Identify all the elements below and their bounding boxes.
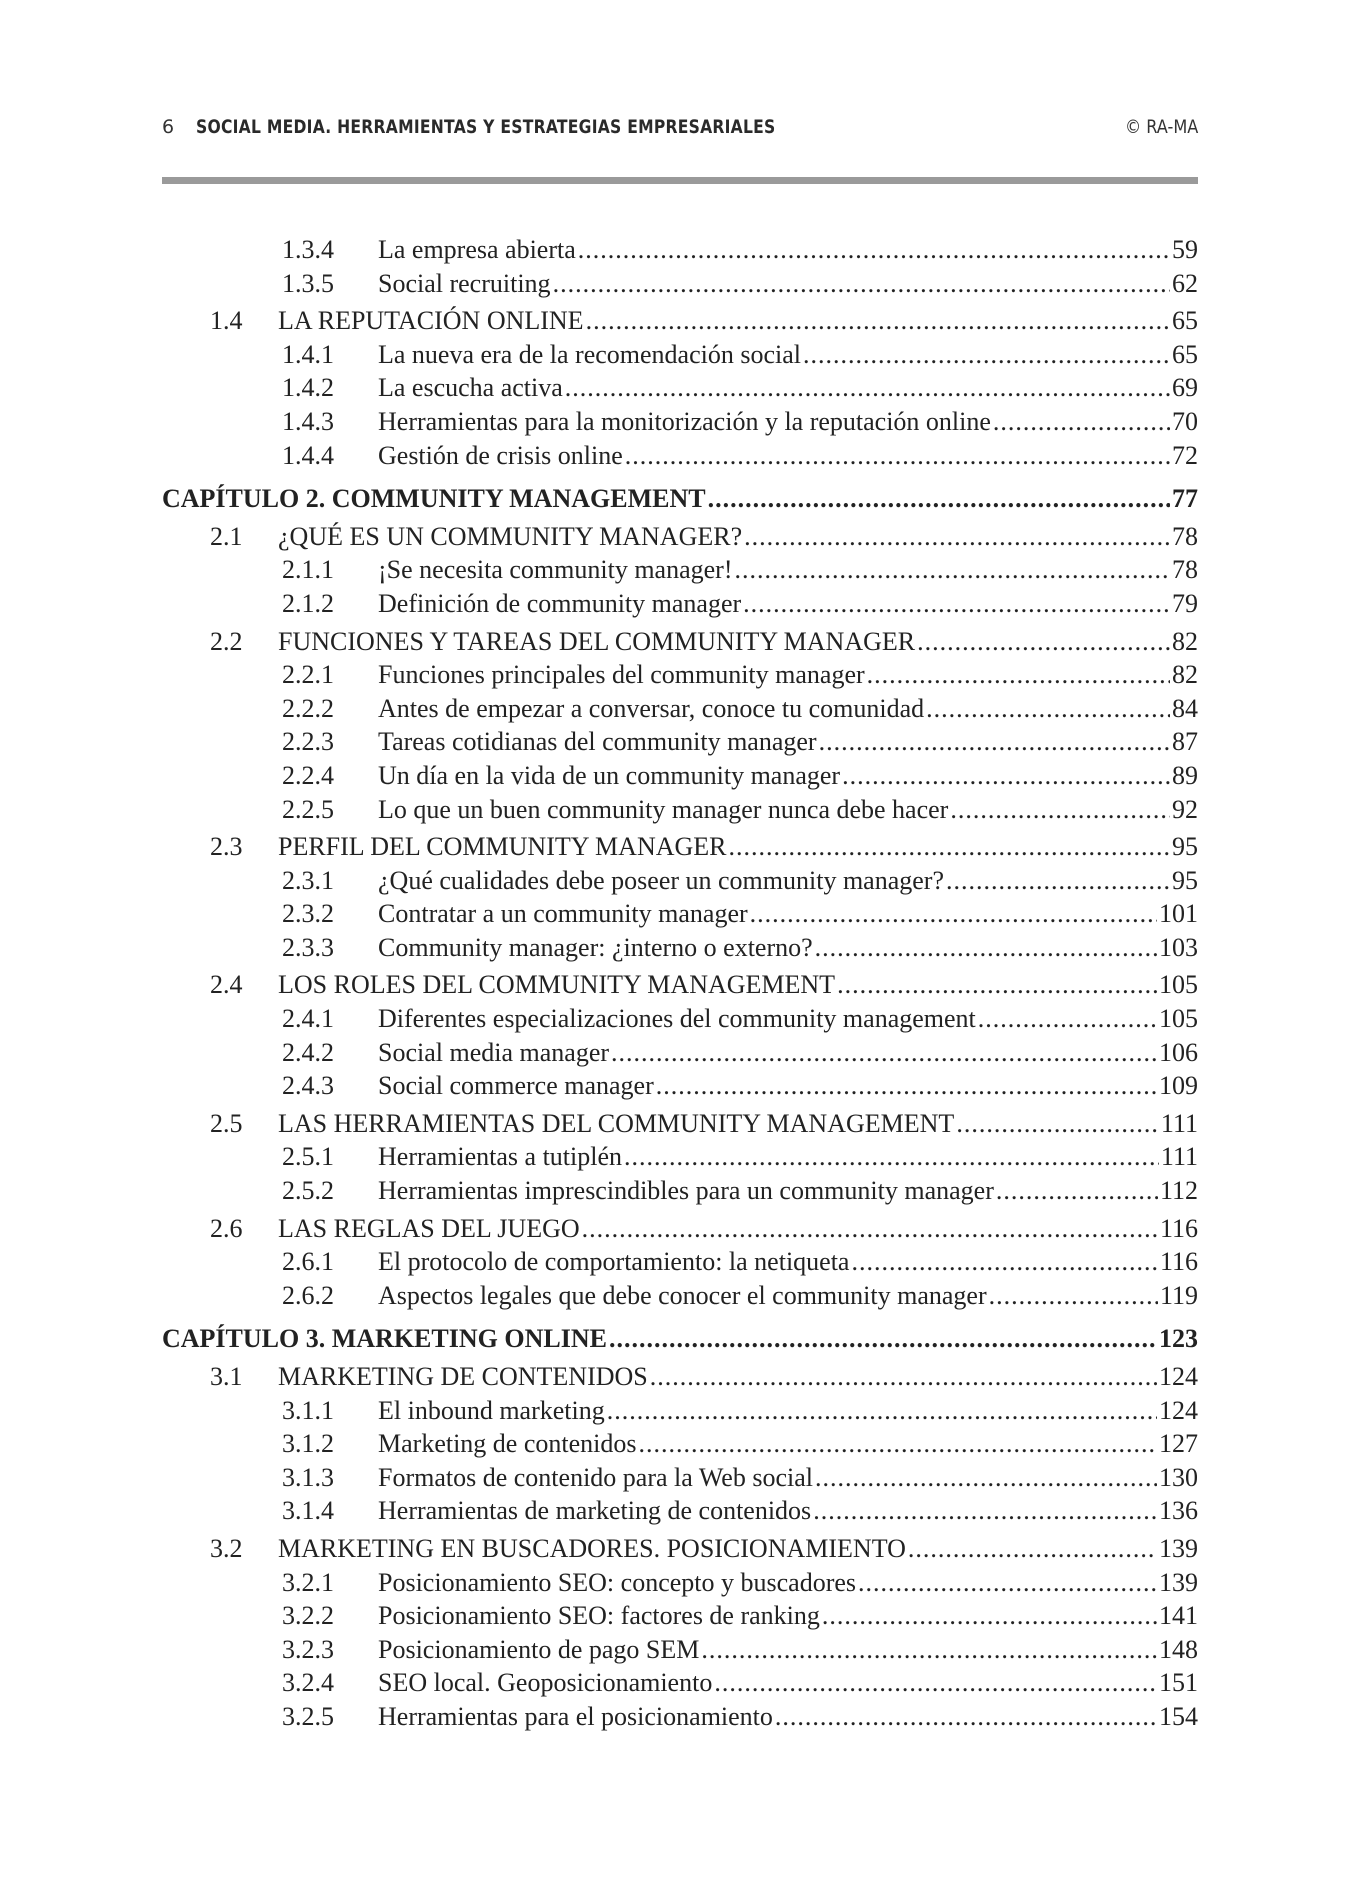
toc-entry-label: Antes de empezar a conversar, conoce tu comunidad — [378, 693, 925, 723]
toc-section-entry — [162, 832, 1198, 866]
toc-section-entry — [162, 1362, 1198, 1396]
toc-subsection-entry — [162, 1142, 1198, 1176]
toc-entry-page: 119 — [1159, 1280, 1198, 1310]
toc-subsection-entry — [162, 441, 1198, 475]
toc-subsection-entry — [162, 1396, 1198, 1430]
toc-entry-page: 127 — [1159, 1429, 1198, 1459]
toc-entry-label: El inbound marketing — [378, 1395, 605, 1425]
dot-leader — [656, 1071, 1157, 1101]
dot-leader — [978, 1004, 1157, 1034]
toc-entry-label: Herramientas a tutiplén — [378, 1142, 623, 1172]
toc-entry-number: 2.3.1 — [282, 865, 334, 895]
toc-entry-number: 1.4.3 — [282, 406, 334, 436]
toc-entry-label: Posicionamiento SEO: concepto y buscadores — [378, 1567, 857, 1597]
toc-entry-page: 101 — [1159, 899, 1198, 929]
toc-entry-number: 3.2.5 — [282, 1701, 334, 1731]
dot-leader — [842, 761, 1170, 791]
dot-leader — [996, 1176, 1158, 1206]
dot-leader — [837, 970, 1157, 1000]
toc-entry-page: 77 — [1172, 484, 1198, 514]
header-rule — [162, 177, 1198, 184]
toc-entry-label: CAPÍTULO 3. MARKETING ONLINE — [162, 1324, 607, 1354]
toc-section-entry — [162, 1109, 1198, 1143]
toc-entry-page: 109 — [1159, 1071, 1198, 1101]
toc-section-entry — [162, 1214, 1198, 1248]
toc-entry-label: LOS ROLES DEL COMMUNITY MANAGEMENT — [278, 970, 836, 1000]
toc-entry-number: 1.3.5 — [282, 268, 334, 298]
toc-subsection-entry — [162, 1601, 1198, 1635]
toc-subsection-entry — [162, 1496, 1198, 1530]
toc-entry-page: 78 — [1172, 521, 1198, 551]
toc-subsection-entry — [162, 1004, 1198, 1038]
toc-subsection-entry — [162, 933, 1198, 967]
toc-entry-label: ¡Se necesita community manager! — [378, 555, 733, 585]
toc-entry-number: 2.4.2 — [282, 1037, 334, 1067]
running-header — [162, 116, 1198, 150]
dot-leader — [803, 340, 1170, 370]
toc-entry-page: 84 — [1172, 693, 1198, 723]
toc-entry-page: 141 — [1159, 1601, 1198, 1631]
toc-section-entry — [162, 306, 1198, 340]
toc-entry-page: 139 — [1159, 1567, 1198, 1597]
toc-entry-number: 3.1.1 — [282, 1395, 334, 1425]
toc-subsection-entry — [162, 407, 1198, 441]
toc-chapter-entry — [162, 1324, 1198, 1358]
toc-entry-label: Gestión de crisis online — [378, 440, 623, 470]
toc-chapter-entry — [162, 484, 1198, 518]
toc-entry-number: 2.3.3 — [282, 932, 334, 962]
toc-entry-label: Posicionamiento SEO: factores de ranking — [378, 1601, 820, 1631]
dot-leader — [734, 555, 1170, 585]
toc-entry-label: ¿QUÉ ES UN COMMUNITY MANAGER? — [278, 521, 743, 551]
dot-leader — [708, 484, 1170, 514]
toc-entry-number: 1.4.1 — [282, 339, 334, 369]
toc-entry-number: 2.3 — [210, 832, 243, 862]
toc-subsection-entry — [162, 1071, 1198, 1105]
toc-subsection-entry — [162, 1702, 1198, 1736]
toc-section-entry — [162, 1534, 1198, 1568]
dot-leader — [639, 1429, 1158, 1459]
toc-entry-number: 3.1.4 — [282, 1496, 334, 1526]
toc-entry-number: 2.1 — [210, 521, 243, 551]
toc-entry-number: 3.2 — [210, 1533, 243, 1563]
dot-leader — [819, 727, 1170, 757]
table-of-contents — [162, 235, 1198, 1736]
dot-leader — [917, 627, 1170, 657]
dot-leader — [815, 933, 1157, 963]
toc-section-entry — [162, 970, 1198, 1004]
toc-entry-page: 103 — [1159, 932, 1198, 962]
toc-subsection-entry — [162, 555, 1198, 589]
toc-entry-label: Tareas cotidianas del community manager — [378, 727, 817, 757]
toc-entry-page: 82 — [1172, 660, 1198, 690]
toc-entry-number: 2.6 — [210, 1213, 243, 1243]
toc-entry-label: Marketing de contenidos — [378, 1429, 637, 1459]
toc-entry-number: 2.2.5 — [282, 794, 334, 824]
toc-entry-number: 2.4.1 — [282, 1004, 334, 1034]
toc-entry-number: 2.2.1 — [282, 660, 334, 690]
dot-leader — [908, 1534, 1157, 1564]
toc-entry-number: 3.1.2 — [282, 1429, 334, 1459]
dot-leader — [989, 1281, 1158, 1311]
toc-entry-label: Formatos de contenido para la Web social — [378, 1462, 813, 1492]
toc-entry-page: 151 — [1159, 1668, 1198, 1698]
dot-leader — [624, 1142, 1159, 1172]
toc-entry-page: 95 — [1172, 865, 1198, 895]
toc-subsection-entry — [162, 1463, 1198, 1497]
toc-entry-label: Herramientas para la monitorización y la reputación online — [378, 406, 991, 436]
toc-entry-page: 78 — [1172, 555, 1198, 585]
toc-entry-number: 2.2 — [210, 626, 243, 656]
toc-entry-number: 2.2.2 — [282, 693, 334, 723]
toc-entry-label: Herramientas de marketing de contenidos — [378, 1496, 812, 1526]
toc-subsection-entry — [162, 373, 1198, 407]
toc-subsection-entry — [162, 1281, 1198, 1315]
dot-leader — [714, 1668, 1157, 1698]
toc-entry-number: 2.5 — [210, 1108, 243, 1138]
toc-entry-label: PERFIL DEL COMMUNITY MANAGER — [278, 832, 727, 862]
toc-subsection-entry — [162, 899, 1198, 933]
toc-entry-number: 2.3.2 — [282, 899, 334, 929]
toc-entry-page: 82 — [1172, 626, 1198, 656]
toc-entry-label: Community manager: ¿interno o externo? — [378, 932, 813, 962]
toc-entry-number: 2.2.4 — [282, 760, 334, 790]
toc-entry-label: MARKETING EN BUSCADORES. POSICIONAMIENTO — [278, 1533, 906, 1563]
toc-entry-label: LA REPUTACIÓN ONLINE — [278, 306, 584, 336]
toc-entry-number: 1.3.4 — [282, 235, 334, 264]
toc-subsection-entry — [162, 761, 1198, 795]
toc-entry-number: 1.4 — [210, 306, 243, 336]
toc-entry-number: 1.4.2 — [282, 373, 334, 403]
toc-entry-label: Un día en la vida de un community manager — [378, 760, 841, 790]
toc-entry-label: Social recruiting — [378, 268, 551, 298]
toc-entry-label: La nueva era de la recomendación social — [378, 339, 801, 369]
toc-entry-label: Aspectos legales que debe conocer el community manager — [378, 1280, 987, 1310]
toc-entry-page: 116 — [1159, 1247, 1198, 1277]
toc-entry-label: Lo que un buen community manager nunca debe hacer — [378, 794, 949, 824]
toc-subsection-entry — [162, 340, 1198, 374]
toc-entry-label: Herramientas imprescindibles para un community manager — [378, 1176, 994, 1206]
toc-subsection-entry — [162, 866, 1198, 900]
toc-entry-label: CAPÍTULO 2. COMMUNITY MANAGEMENT — [162, 484, 706, 514]
dot-leader — [822, 1601, 1157, 1631]
toc-entry-page: 136 — [1159, 1496, 1198, 1526]
toc-subsection-entry — [162, 795, 1198, 829]
dot-leader — [701, 1635, 1157, 1665]
toc-entry-label: LAS REGLAS DEL JUEGO — [278, 1213, 580, 1243]
toc-entry-page: 116 — [1159, 1213, 1198, 1243]
toc-entry-number: 3.1 — [210, 1362, 243, 1391]
toc-entry-page: 139 — [1159, 1533, 1198, 1563]
dot-leader — [650, 1362, 1157, 1392]
toc-subsection-entry — [162, 1176, 1198, 1210]
toc-entry-number: 2.6.2 — [282, 1280, 334, 1310]
toc-entry-page: 70 — [1172, 406, 1198, 436]
toc-subsection-entry — [162, 1568, 1198, 1602]
dot-leader — [625, 441, 1170, 471]
dot-leader — [956, 1109, 1159, 1139]
toc-entry-page: 111 — [1160, 1142, 1198, 1172]
toc-subsection-entry — [162, 1038, 1198, 1072]
toc-entry-label: LAS HERRAMIENTAS DEL COMMUNITY MANAGEMENT — [278, 1108, 955, 1138]
toc-entry-label: Definición de community manager — [378, 588, 742, 618]
toc-subsection-entry — [162, 589, 1198, 623]
toc-entry-page: 59 — [1172, 235, 1198, 264]
toc-section-entry — [162, 627, 1198, 661]
dot-leader — [851, 1247, 1157, 1277]
toc-entry-page: 69 — [1172, 373, 1198, 403]
toc-entry-number: 3.2.2 — [282, 1601, 334, 1631]
toc-entry-page: 105 — [1159, 970, 1198, 1000]
dot-leader — [586, 306, 1170, 336]
toc-entry-page: 95 — [1172, 832, 1198, 862]
publisher-mark: © RA-MA — [1124, 116, 1198, 138]
toc-entry-number: 2.4.3 — [282, 1071, 334, 1101]
toc-entry-page: 92 — [1172, 794, 1198, 824]
toc-entry-page: 89 — [1172, 760, 1198, 790]
dot-leader — [867, 660, 1170, 690]
toc-entry-page: 148 — [1159, 1634, 1198, 1664]
dot-leader — [729, 832, 1171, 862]
toc-subsection-entry — [162, 1429, 1198, 1463]
toc-entry-number: 2.2.3 — [282, 727, 334, 757]
dot-leader — [950, 795, 1170, 825]
toc-entry-number: 2.5.2 — [282, 1176, 334, 1206]
dot-leader — [858, 1568, 1157, 1598]
toc-entry-page: 111 — [1160, 1108, 1198, 1138]
toc-entry-number: 1.4.4 — [282, 440, 334, 470]
toc-entry-page: 79 — [1172, 588, 1198, 618]
toc-entry-page: 62 — [1172, 268, 1198, 298]
dot-leader — [743, 589, 1170, 619]
toc-entry-number: 2.1.2 — [282, 588, 334, 618]
dot-leader — [582, 1214, 1158, 1244]
toc-subsection-entry — [162, 1668, 1198, 1702]
toc-entry-page: 65 — [1172, 339, 1198, 369]
toc-entry-label: FUNCIONES Y TAREAS DEL COMMUNITY MANAGER — [278, 626, 916, 656]
toc-entry-label: Social media manager — [378, 1037, 610, 1067]
toc-entry-page: 130 — [1159, 1462, 1198, 1492]
toc-entry-label: MARKETING DE CONTENIDOS — [278, 1362, 648, 1391]
dot-leader — [744, 522, 1170, 552]
toc-entry-label: Herramientas para el posicionamiento — [378, 1701, 773, 1731]
toc-entry-page: 154 — [1159, 1701, 1198, 1731]
toc-entry-number: 2.6.1 — [282, 1247, 334, 1277]
dot-leader — [565, 373, 1170, 403]
dot-leader — [607, 1396, 1157, 1426]
dot-leader — [775, 1702, 1157, 1732]
toc-entry-label: El protocolo de comportamiento: la netiqueta — [378, 1247, 850, 1277]
toc-entry-number: 2.5.1 — [282, 1142, 334, 1172]
toc-entry-page: 72 — [1172, 440, 1198, 470]
toc-entry-page: 124 — [1159, 1395, 1198, 1425]
dot-leader — [553, 269, 1170, 299]
dot-leader — [993, 407, 1170, 437]
toc-entry-number: 2.4 — [210, 970, 243, 1000]
dot-leader — [609, 1324, 1157, 1354]
toc-entry-label: SEO local. Geoposicionamiento — [378, 1668, 713, 1698]
dot-leader — [926, 694, 1170, 724]
dot-leader — [578, 235, 1170, 265]
toc-subsection-entry — [162, 1635, 1198, 1669]
toc-entry-label: La escucha activa — [378, 373, 563, 403]
toc-entry-page: 112 — [1159, 1176, 1198, 1206]
dot-leader — [611, 1038, 1157, 1068]
dot-leader — [946, 866, 1170, 896]
toc-entry-number: 3.2.3 — [282, 1634, 334, 1664]
toc-subsection-entry — [162, 660, 1198, 694]
toc-entry-page: 124 — [1159, 1362, 1198, 1391]
toc-entry-page: 87 — [1172, 727, 1198, 757]
toc-subsection-entry — [162, 1247, 1198, 1281]
toc-entry-page: 123 — [1159, 1324, 1198, 1354]
toc-entry-label: La empresa abierta — [378, 235, 576, 264]
book-title: SOCIAL MEDIA. HERRAMIENTAS Y ESTRATEGIAS EMPRESARIALES — [196, 116, 776, 138]
toc-entry-page: 105 — [1159, 1004, 1198, 1034]
toc-entry-label: ¿Qué cualidades debe poseer un community manager? — [378, 865, 944, 895]
toc-entry-number: 3.2.4 — [282, 1668, 334, 1698]
toc-section-entry — [162, 522, 1198, 556]
toc-subsection-entry — [162, 269, 1198, 303]
dot-leader — [813, 1496, 1157, 1526]
toc-entry-page: 65 — [1172, 306, 1198, 336]
toc-entry-number: 2.1.1 — [282, 555, 334, 585]
toc-subsection-entry — [162, 694, 1198, 728]
toc-entry-page: 106 — [1159, 1037, 1198, 1067]
toc-entry-label: Posicionamiento de pago SEM — [378, 1634, 700, 1664]
toc-entry-label: Contratar a un community manager — [378, 899, 748, 929]
toc-entry-label: Social commerce manager — [378, 1071, 654, 1101]
toc-subsection-entry — [162, 235, 1198, 269]
dot-leader — [750, 899, 1157, 929]
toc-entry-number: 3.1.3 — [282, 1462, 334, 1492]
page-number: 6 — [162, 116, 175, 138]
toc-entry-label: Diferentes especializaciones del community management — [378, 1004, 976, 1034]
toc-entry-number: 3.2.1 — [282, 1567, 334, 1597]
toc-subsection-entry — [162, 727, 1198, 761]
toc-entry-label: Funciones principales del community manager — [378, 660, 865, 690]
dot-leader — [815, 1463, 1157, 1493]
